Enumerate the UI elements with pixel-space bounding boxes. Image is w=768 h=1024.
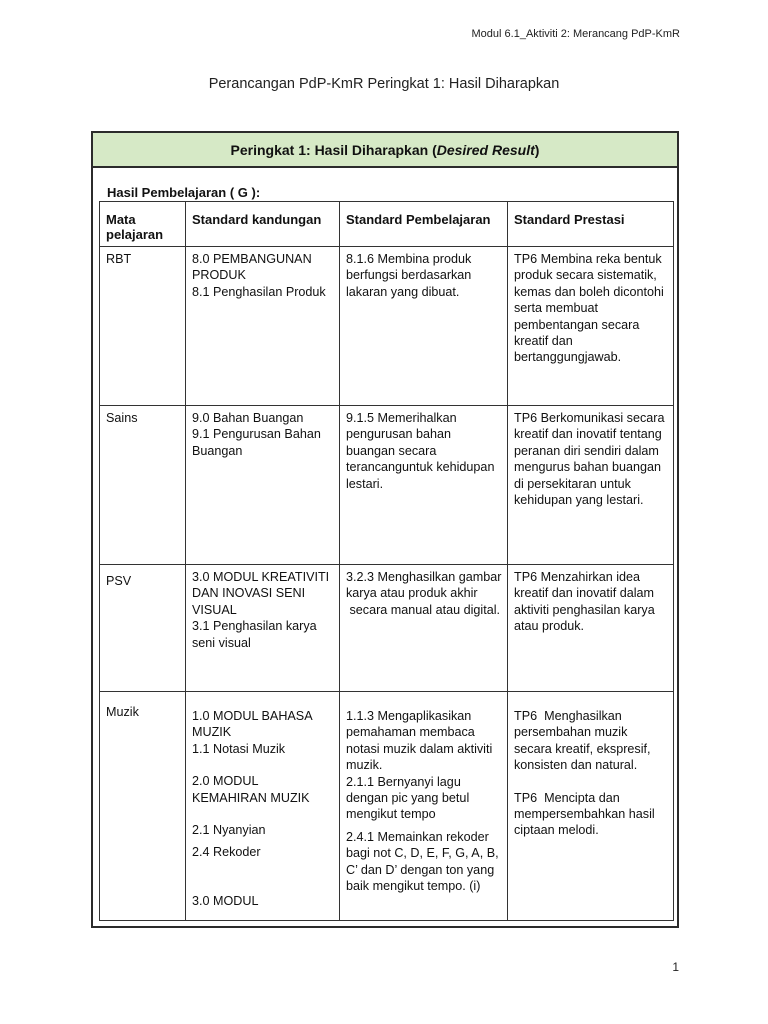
- subject-cell: Muzik: [100, 692, 186, 921]
- performance-standard-cell: [508, 406, 674, 565]
- learning-line: 1.1.3 Mengaplikasikan pemahaman membaca notasi muzik dalam aktiviti muzik.: [346, 709, 496, 773]
- learning-line: 2.4.1 Memainkan rekoder bagi not C, D, E, F, G, A, B, C’ dan D’ dengan ton yang baik mengikut tempo. (i): [346, 829, 503, 894]
- content-line: 9.1 Pengurusan Bahan Buangan: [192, 427, 325, 458]
- content-line: 2.0 MODUL KEMAHIRAN MUZIK: [192, 774, 310, 805]
- performance-line: TP6 Berkomunikasi secara kreatif dan inovatif tentang peranan diri sendiri dalam mengurus bahan buangan di persekitaran untuk kehidupan yang lestari.: [514, 411, 668, 508]
- spacer: [192, 806, 334, 822]
- content-standard-cell: [186, 247, 340, 406]
- learning-standard-cell: [340, 406, 508, 565]
- spacer: [192, 861, 334, 877]
- column-header-performance-standard: Standard Prestasi: [508, 202, 674, 247]
- banner-title-italic: Desired Result: [436, 141, 535, 158]
- table-row: [100, 565, 674, 692]
- learning-line: 2.1.1 Bernyanyi lagu dengan pic yang betul mengikut tempo: [346, 774, 473, 822]
- content-line: 1.1 Notasi Muzik: [192, 741, 286, 756]
- banner-title-close: ): [534, 141, 540, 158]
- performance-standard-cell: [508, 565, 674, 692]
- content-line: 8.1 Penghasilan Produk: [192, 284, 326, 299]
- learning-standard-cell: [340, 565, 508, 692]
- column-header-learning-standard: Standard Pembelajaran: [340, 202, 508, 247]
- performance-line: TP6 Mencipta dan mempersembahkan hasil ciptaan melodi.: [514, 790, 659, 838]
- table-row: [100, 692, 674, 921]
- content-line: 2.1 Nyanyian: [192, 823, 266, 838]
- content-standard-cell: [186, 565, 340, 692]
- learning-standard-cell: [340, 692, 508, 921]
- page-title: Perancangan PdP-KmR Peringkat 1: Hasil Diharapkan: [208, 76, 560, 92]
- learning-line: 8.1.6 Membina produk berfungsi berdasarkan lakaran yang dibuat.: [346, 252, 475, 299]
- learning-line: 9.1.5 Memerihalkan pengurusan bahan buangan secara terancanguntuk kehidupan lestari.: [346, 411, 498, 491]
- content-line: 9.0 Bahan Buangan: [192, 411, 304, 425]
- subject-cell: PSV: [100, 565, 186, 692]
- table-row: [100, 406, 674, 565]
- subject-cell: Sains: [100, 406, 186, 565]
- spacer: [192, 877, 334, 893]
- banner-title: Peringkat 1: Hasil Diharapkan (: [230, 141, 437, 158]
- performance-line: TP6 Menzahirkan idea kreatif dan inovatif dalam aktiviti penghasilan karya atau produk.: [514, 570, 659, 634]
- column-header-subject: Mata pelajaran: [100, 202, 186, 247]
- running-header: Modul 6.1_Aktiviti 2: Merancang PdP-KmR: [471, 28, 680, 40]
- content-line: 3.0 MODUL KREATIVITI DAN INOVASI SENI VISUAL: [192, 570, 333, 617]
- performance-standard-cell: [508, 692, 674, 921]
- spacer: [514, 774, 668, 790]
- performance-line: TP6 Menghasilkan persembahan muzik secara kreatif, ekspresif, konsisten dan natural.: [514, 709, 654, 773]
- content-line: 3.0 MODUL: [192, 893, 259, 908]
- performance-line: TP6 Membina reka bentuk produk secara sistematik, kemas dan boleh dicontohi serta membuat pembentangan secara kreatif dan bertanggungjawab.: [514, 252, 668, 365]
- stage-banner: [93, 133, 677, 168]
- page-number: 1: [672, 960, 679, 974]
- table-header-row: [100, 202, 674, 247]
- learning-standard-cell: [340, 247, 508, 406]
- content-line: 1.0 MODUL BAHASA MUZIK: [192, 709, 316, 740]
- content-standard-cell: [186, 406, 340, 565]
- content-standard-cell: [186, 692, 340, 921]
- column-header-content-standard: Standard kandungan: [186, 202, 340, 247]
- results-frame: [91, 131, 679, 928]
- standards-table: [99, 201, 674, 921]
- learning-line: 3.2.3 Menghasilkan gambar karya atau produk akhir: [346, 570, 505, 601]
- learning-outcomes-label: Hasil Pembelajaran ( G ):: [107, 185, 261, 200]
- spacer: [192, 757, 334, 773]
- performance-standard-cell: [508, 247, 674, 406]
- content-line: 3.1 Penghasilan karya seni visual: [192, 619, 321, 650]
- content-line: 8.0 PEMBANGUNAN PRODUK: [192, 252, 316, 283]
- learning-line: secara manual atau digital.: [346, 602, 501, 617]
- table-row: [100, 247, 674, 406]
- content-line: 2.4 Rekoder: [192, 845, 261, 860]
- subject-cell: RBT: [100, 247, 186, 406]
